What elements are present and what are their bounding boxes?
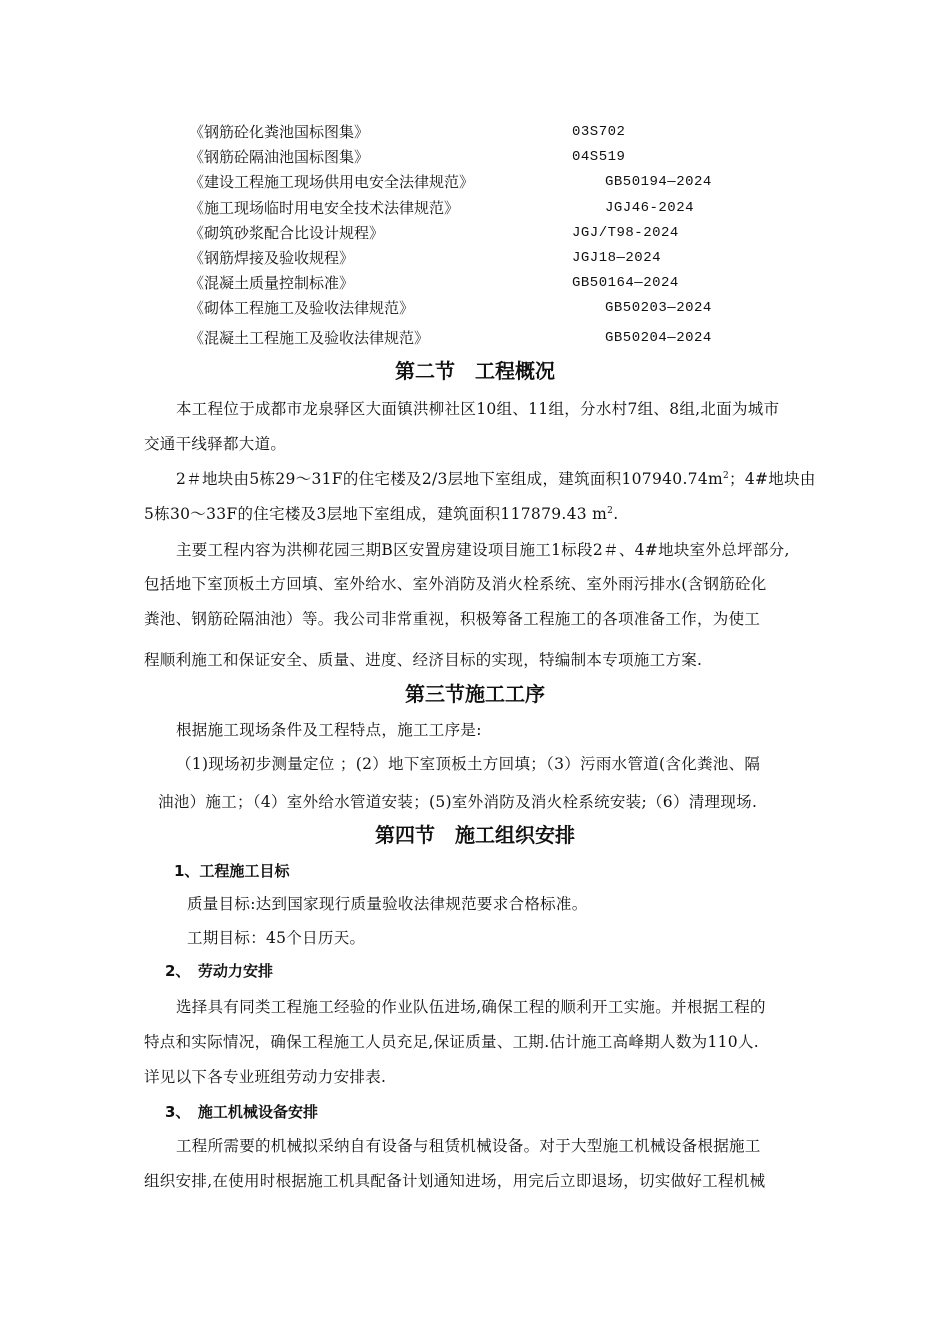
section-title: 第二节 工程概况 — [395, 359, 555, 383]
paragraph-line: 质量目标:达到国家现行质量验收法律规范要求合格标准。 — [187, 895, 588, 913]
reference-name: 《钢筋砼化粪池国标图集》 — [189, 123, 370, 141]
reference-name: 《施工现场临时用电安全技术法律规范》 — [189, 199, 460, 217]
reference-row — [0, 246, 950, 270]
reference-row — [0, 120, 950, 144]
reference-name: 《钢筋砼隔油池国标图集》 — [189, 148, 370, 166]
reference-code: 04S519 — [572, 149, 626, 165]
reference-code: JGJ18—2024 — [572, 250, 662, 266]
paragraph-line: 详见以下各专业班组劳动力安排表. — [144, 1068, 387, 1086]
subsection-title: 1、工程施工目标 — [174, 862, 290, 880]
area-text: . — [613, 505, 619, 523]
paragraph-line: 油池）施工；（4）室外给水管道安装；(5)室外消防及消火栓系统安装;（6）清理现场. — [158, 793, 758, 811]
paragraph-line: 本工程位于成都市龙泉驿区大面镇洪柳社区10组、11组，分水村7组、8组,北面为城市 — [176, 400, 780, 418]
reference-code: 03S702 — [572, 124, 626, 140]
reference-code: GB50164—2024 — [572, 275, 679, 291]
reference-name: 《砌筑砂浆配合比设计规程》 — [189, 224, 385, 242]
paragraph-line — [176, 467, 816, 491]
reference-name: 《混凝土质量控制标准》 — [189, 274, 355, 292]
paragraph-line: 主要工程内容为洪柳花园三期B区安置房建设项目施工1标段2＃、4#地块室外总坪部分, — [176, 541, 790, 559]
reference-code: JGJ/T98-2024 — [572, 225, 679, 241]
reference-code: GB50204—2024 — [605, 330, 712, 346]
paragraph-line: 粪池、钢筋砼隔油池）等。我公司非常重视，积极筹备工程施工的各项准备工作，为使工 — [144, 610, 761, 628]
reference-name: 《钢筋焊接及验收规程》 — [189, 249, 355, 267]
paragraph-line: 交通干线驿都大道。 — [144, 435, 287, 453]
paragraph-line: （1)现场初步测量定位 ；(2）地下室顶板土方回填；（3）污雨水管道(含化粪池、隔 — [176, 755, 761, 773]
area-text: ；4#地块由 — [729, 470, 816, 488]
reference-row — [0, 221, 950, 245]
paragraph-line: 工期目标：45个日历天。 — [187, 929, 366, 947]
reference-row — [0, 271, 950, 295]
paragraph-line: 选择具有同类工程施工经验的作业队伍进场,确保工程的顺利开工实施。并根据工程的 — [176, 998, 766, 1016]
paragraph-line: 工程所需要的机械拟采纳自有设备与租赁机械设备。对于大型施工机械设备根据施工 — [176, 1137, 761, 1155]
paragraph-line: 包括地下室顶板土方回填、室外给水、室外消防及消火栓系统、室外雨污排水(含钢筋砼化 — [144, 575, 767, 593]
reference-row — [0, 145, 950, 169]
superscript: 2 — [723, 470, 730, 481]
area-text: 5栋30～33F的住宅楼及3层地下室组成，建筑面积117879.43 m — [144, 505, 608, 523]
superscript: 2 — [607, 505, 614, 516]
reference-code: JGJ46-2024 — [605, 200, 695, 216]
paragraph-line — [144, 502, 618, 526]
section-title: 第三节施工工序 — [405, 682, 545, 706]
paragraph-line: 特点和实际情况，确保工程施工人员充足,保证质量、工期.估计施工高峰期人数为110人. — [144, 1033, 759, 1051]
reference-name: 《砌体工程施工及验收法律规范》 — [189, 299, 415, 317]
reference-code: GB50203—2024 — [605, 300, 712, 316]
paragraph-line: 程顺利施工和保证安全、质量、进度、经济目标的实现，特编制本专项施工方案. — [144, 651, 703, 669]
paragraph-line: 组织安排,在使用时根据施工机具配备计划通知进场，用完后立即退场，切实做好工程机械 — [144, 1172, 766, 1190]
area-text: 2＃地块由5栋29～31F的住宅楼及2/3层地下室组成，建筑面积107940.74m — [176, 470, 723, 488]
subsection-title: 2、 劳动力安排 — [165, 962, 273, 980]
paragraph-line: 根据施工现场条件及工程特点，施工工序是: — [176, 721, 482, 739]
subsection-title: 3、 施工机械设备安排 — [165, 1103, 318, 1121]
reference-name: 《建设工程施工现场供用电安全法律规范》 — [189, 173, 475, 191]
reference-row — [0, 196, 950, 220]
reference-code: GB50194—2024 — [605, 174, 712, 190]
reference-row — [0, 296, 950, 320]
reference-name: 《混凝土工程施工及验收法律规范》 — [189, 329, 430, 347]
section-title: 第四节 施工组织安排 — [375, 823, 575, 847]
reference-row — [0, 326, 950, 350]
reference-row — [0, 170, 950, 194]
